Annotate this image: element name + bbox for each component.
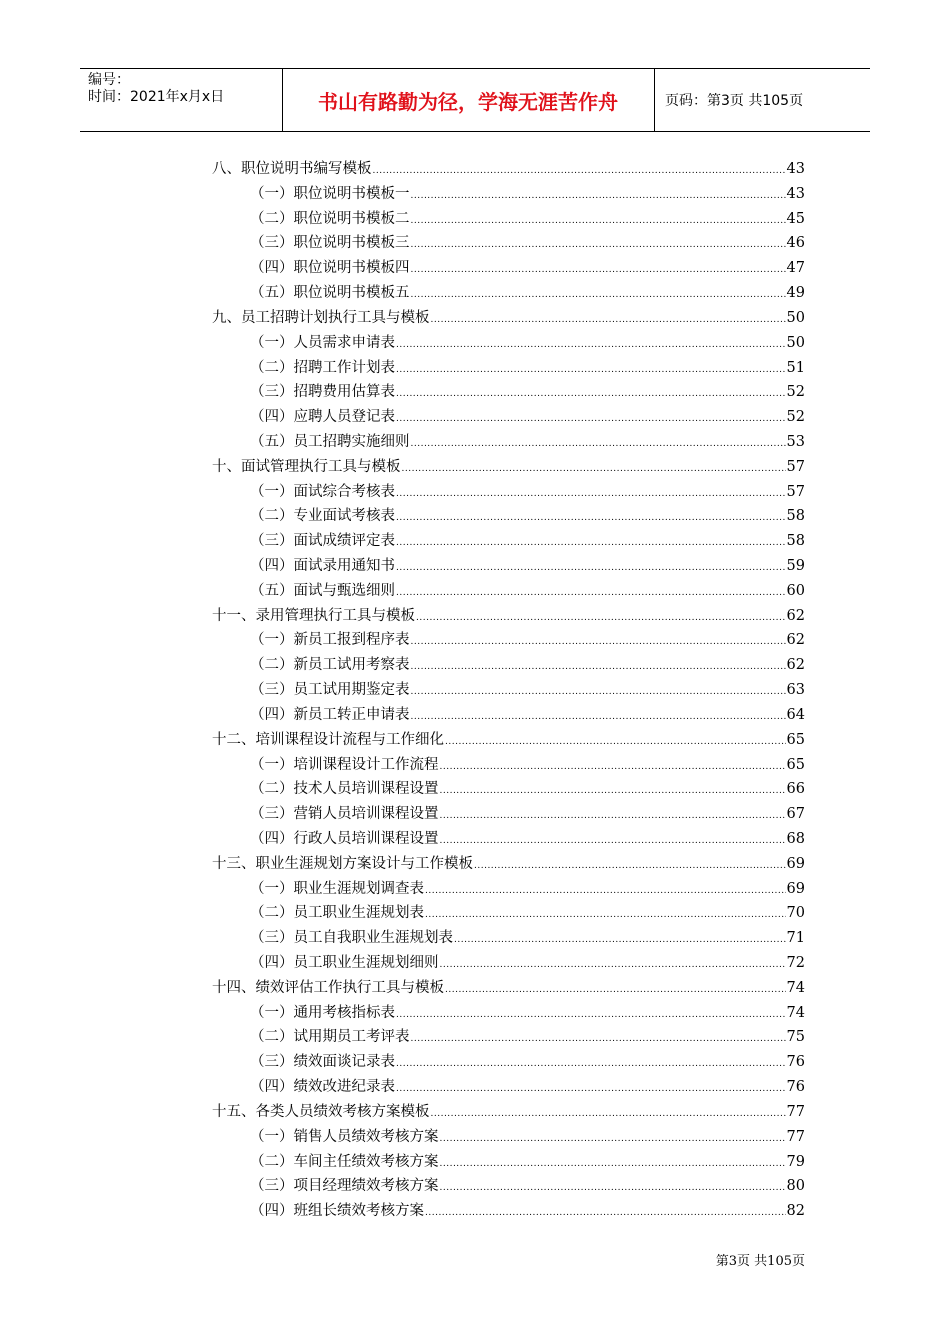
toc-entry-page: 71 — [786, 930, 805, 947]
toc-subsection-entry[interactable] — [212, 1075, 805, 1100]
toc-dot-leader — [396, 563, 786, 573]
toc-dot-leader — [411, 191, 786, 201]
toc-entry-page: 77 — [786, 1103, 805, 1120]
toc-subsection-entry[interactable] — [212, 901, 805, 926]
toc-entry-page: 59 — [786, 558, 805, 574]
toc-dot-leader — [431, 1109, 786, 1119]
header-info-cell — [80, 69, 283, 131]
toc-section-entry[interactable] — [212, 604, 805, 629]
toc-entry-title: （三）员工自我职业生涯规划表 — [250, 930, 453, 947]
header-page-cell — [655, 69, 870, 131]
toc-entry-page: 75 — [786, 1029, 805, 1046]
toc-section-entry[interactable] — [212, 1100, 805, 1125]
toc-dot-leader — [396, 489, 786, 499]
toc-subsection-entry[interactable] — [212, 1174, 805, 1199]
toc-dot-leader — [440, 811, 786, 821]
toc-subsection-entry[interactable] — [212, 628, 805, 653]
toc-dot-leader — [396, 1010, 786, 1020]
toc-entry-title: （三）项目经理绩效考核方案 — [250, 1178, 439, 1195]
toc-dot-leader — [396, 538, 786, 548]
toc-subsection-entry[interactable] — [212, 380, 805, 405]
toc-entry-page: 64 — [786, 706, 805, 723]
toc-entry-page: 62 — [786, 632, 805, 649]
toc-subsection-entry[interactable] — [212, 231, 805, 256]
footer-page-number: 第3页 共105页 — [715, 1254, 805, 1269]
toc-dot-leader — [440, 960, 786, 970]
toc-dot-leader — [440, 1134, 786, 1144]
toc-entry-title: （二）试用期员工考评表 — [250, 1029, 410, 1046]
toc-dot-leader — [440, 1183, 786, 1193]
toc-dot-leader — [411, 712, 786, 722]
toc-entry-title: （一）面试综合考核表 — [250, 483, 395, 500]
toc-entry-title: （五）面试与甄选细则 — [250, 582, 395, 599]
toc-dot-leader — [396, 389, 786, 399]
toc-entry-page: 52 — [786, 384, 805, 401]
toc-entry-page: 69 — [786, 880, 805, 897]
toc-entry-title: （一）职位说明书模板一 — [250, 185, 410, 202]
number-label: 编号： — [88, 72, 130, 88]
toc-entry-page: 62 — [786, 607, 805, 624]
toc-dot-leader — [445, 737, 786, 747]
toc-entry-page: 80 — [786, 1178, 805, 1195]
toc-entry-page: 76 — [786, 1079, 805, 1096]
toc-entry-title: 十二、培训课程设计流程与工作细化 — [212, 731, 444, 748]
toc-entry-page: 70 — [786, 905, 805, 922]
toc-dot-leader — [431, 315, 786, 325]
toc-dot-leader — [425, 886, 786, 896]
toc-entry-page: 43 — [786, 185, 805, 202]
toc-dot-leader — [411, 662, 786, 672]
toc-entry-title: 十四、绩效评估工作执行工具与模板 — [212, 979, 444, 996]
page-header — [80, 68, 870, 132]
toc-entry-title: （四）面试录用通知书 — [250, 558, 395, 574]
toc-entry-page: 68 — [786, 830, 805, 847]
toc-subsection-entry[interactable] — [212, 480, 805, 505]
toc-dot-leader — [396, 513, 786, 523]
toc-entry-title: （五）员工招聘实施细则 — [250, 433, 410, 450]
toc-entry-page: 62 — [786, 657, 805, 674]
toc-subsection-entry[interactable] — [212, 703, 805, 728]
toc-entry-title: （三）招聘费用估算表 — [250, 384, 395, 401]
toc-section-entry[interactable] — [212, 728, 805, 753]
toc-dot-leader — [411, 439, 786, 449]
toc-subsection-entry[interactable] — [212, 356, 805, 381]
toc-subsection-entry[interactable] — [212, 430, 805, 455]
toc-entry-page: 58 — [786, 508, 805, 525]
toc-entry-title: （三）员工试用期鉴定表 — [250, 682, 410, 699]
header-page-label: 页码：第3页 共105页 — [665, 93, 804, 109]
toc-subsection-entry[interactable] — [212, 1150, 805, 1175]
toc-entry-title: （二）新员工试用考察表 — [250, 657, 410, 674]
toc-dot-leader — [396, 414, 786, 424]
toc-entry-page: 74 — [786, 979, 805, 996]
toc-entry-title: （二）车间主任绩效考核方案 — [250, 1153, 439, 1170]
toc-dot-leader — [474, 861, 786, 871]
toc-subsection-entry[interactable] — [212, 753, 805, 778]
toc-dot-leader — [411, 216, 786, 226]
toc-subsection-entry[interactable] — [212, 827, 805, 852]
toc-dot-leader — [411, 240, 786, 250]
toc-entry-title: （二）技术人员培训课程设置 — [250, 781, 439, 798]
toc-dot-leader — [425, 910, 786, 920]
toc-subsection-entry[interactable] — [212, 653, 805, 678]
toc-entry-page: 67 — [786, 806, 805, 823]
toc-subsection-entry[interactable] — [212, 802, 805, 827]
toc-dot-leader — [440, 836, 786, 846]
toc-dot-leader — [454, 935, 786, 945]
toc-entry-page: 43 — [786, 161, 805, 177]
toc-entry-page: 60 — [786, 582, 805, 599]
toc-subsection-entry[interactable] — [212, 951, 805, 976]
toc-subsection-entry[interactable] — [212, 1199, 805, 1224]
toc-entry-page: 50 — [786, 309, 805, 326]
toc-entry-page: 51 — [786, 359, 805, 376]
toc-section-entry[interactable] — [212, 976, 805, 1001]
toc-dot-leader — [411, 637, 786, 647]
toc-entry-page: 82 — [786, 1203, 805, 1220]
toc-entry-title: 十、面试管理执行工具与模板 — [212, 458, 401, 475]
toc-subsection-entry[interactable] — [212, 1050, 805, 1075]
toc-entry-page: 52 — [786, 409, 805, 426]
toc-entry-title: （四）职位说明书模板四 — [250, 260, 410, 277]
toc-entry-title: 十五、各类人员绩效考核方案模板 — [212, 1103, 430, 1120]
toc-subsection-entry[interactable] — [212, 504, 805, 529]
toc-entry-title: （四）班组长绩效考核方案 — [250, 1203, 424, 1220]
toc-entry-page: 72 — [786, 955, 805, 971]
toc-entry-title: （二）职位说明书模板二 — [250, 210, 410, 227]
toc-entry-page: 76 — [786, 1054, 805, 1071]
toc-entry-page: 79 — [786, 1153, 805, 1170]
toc-entry-page: 49 — [786, 285, 805, 302]
toc-entry-page: 63 — [786, 682, 805, 699]
toc-section-entry[interactable] — [212, 306, 805, 331]
toc-entry-page: 53 — [786, 433, 805, 450]
toc-dot-leader — [440, 762, 786, 772]
toc-dot-leader — [440, 786, 786, 796]
toc-subsection-entry[interactable] — [212, 281, 805, 306]
toc-dot-leader — [416, 613, 786, 623]
toc-entry-page: 50 — [786, 334, 805, 351]
toc-entry-page: 57 — [786, 483, 805, 500]
toc-dot-leader — [411, 687, 786, 697]
toc-entry-title: 十三、职业生涯规划方案设计与工作模板 — [212, 855, 473, 872]
toc-entry-title: 八、职位说明书编写模板 — [212, 161, 372, 177]
toc-entry-title: （三）面试成绩评定表 — [250, 533, 395, 550]
toc-entry-page: 65 — [786, 731, 805, 748]
toc-subsection-entry[interactable] — [212, 678, 805, 703]
toc-dot-leader — [440, 1159, 786, 1169]
toc-entry-page: 77 — [786, 1128, 805, 1145]
toc-entry-page: 57 — [786, 458, 805, 475]
toc-entry-title: （一）人员需求申请表 — [250, 334, 395, 351]
toc-dot-leader — [396, 588, 786, 598]
toc-subsection-entry[interactable] — [212, 331, 805, 356]
toc-subsection-entry[interactable] — [212, 182, 805, 207]
toc-subsection-entry[interactable] — [212, 1025, 805, 1050]
toc-entry-title: （四）行政人员培训课程设置 — [250, 830, 439, 847]
toc-dot-leader — [396, 340, 786, 350]
toc-section-entry[interactable] — [212, 852, 805, 877]
toc-subsection-entry[interactable] — [212, 877, 805, 902]
toc-entry-title: （五）职位说明书模板五 — [250, 285, 410, 302]
toc-dot-leader — [396, 365, 786, 375]
toc-subsection-entry[interactable] — [212, 579, 805, 604]
toc-entry-title: （二）专业面试考核表 — [250, 508, 395, 525]
toc-dot-leader — [411, 265, 786, 275]
toc-entry-title: 九、员工招聘计划执行工具与模板 — [212, 309, 430, 326]
toc-entry-page: 69 — [786, 855, 805, 872]
toc-entry-page: 65 — [786, 756, 805, 773]
toc-dot-leader — [396, 1059, 786, 1069]
toc-section-entry[interactable] — [212, 157, 805, 182]
toc-entry-page: 46 — [786, 235, 805, 252]
toc-dot-leader — [373, 166, 786, 176]
toc-entry-title: （一）销售人员绩效考核方案 — [250, 1128, 439, 1145]
toc-subsection-entry[interactable] — [212, 777, 805, 802]
toc-entry-title: （一）通用考核指标表 — [250, 1004, 395, 1021]
toc-subsection-entry[interactable] — [212, 405, 805, 430]
toc-entry-page: 47 — [786, 260, 805, 277]
toc-entry-title: （一）职业生涯规划调查表 — [250, 880, 424, 897]
toc-entry-title: （四）员工职业生涯规划细则 — [250, 955, 439, 971]
toc-entry-title: （四）应聘人员登记表 — [250, 409, 395, 426]
toc-entry-page: 45 — [786, 210, 805, 227]
toc-entry-title: （四）绩效改进纪录表 — [250, 1079, 395, 1096]
toc-entry-title: （三）绩效面谈记录表 — [250, 1054, 395, 1071]
toc-dot-leader — [396, 1084, 786, 1094]
toc-subsection-entry[interactable] — [212, 1001, 805, 1026]
toc-dot-leader — [425, 1208, 786, 1218]
toc-subsection-entry[interactable] — [212, 926, 805, 951]
toc-dot-leader — [402, 464, 786, 474]
time-label: 时间：2021年x月x日 — [88, 89, 225, 105]
table-of-contents — [212, 157, 805, 1224]
toc-subsection-entry[interactable] — [212, 554, 805, 579]
toc-section-entry[interactable] — [212, 455, 805, 480]
toc-entry-title: （四）新员工转正申请表 — [250, 706, 410, 723]
toc-entry-title: 十一、录用管理执行工具与模板 — [212, 607, 415, 624]
toc-dot-leader — [411, 290, 786, 300]
toc-subsection-entry[interactable] — [212, 1125, 805, 1150]
toc-entry-title: （二）员工职业生涯规划表 — [250, 905, 424, 922]
toc-subsection-entry[interactable] — [212, 529, 805, 554]
toc-entry-title: （一）培训课程设计工作流程 — [250, 756, 439, 773]
toc-entry-title: （三）职位说明书模板三 — [250, 235, 410, 252]
toc-entry-page: 66 — [786, 781, 805, 798]
toc-entry-title: （一）新员工报到程序表 — [250, 632, 410, 649]
toc-subsection-entry[interactable] — [212, 256, 805, 281]
toc-entry-page: 74 — [786, 1004, 805, 1021]
header-motto: 书山有路勤为径，学海无涯苦作舟 — [282, 69, 655, 131]
toc-dot-leader — [445, 985, 786, 995]
toc-dot-leader — [411, 1034, 786, 1044]
toc-entry-page: 58 — [786, 533, 805, 550]
toc-entry-title: （二）招聘工作计划表 — [250, 359, 395, 376]
toc-entry-title: （三）营销人员培训课程设置 — [250, 806, 439, 823]
toc-subsection-entry[interactable] — [212, 207, 805, 232]
